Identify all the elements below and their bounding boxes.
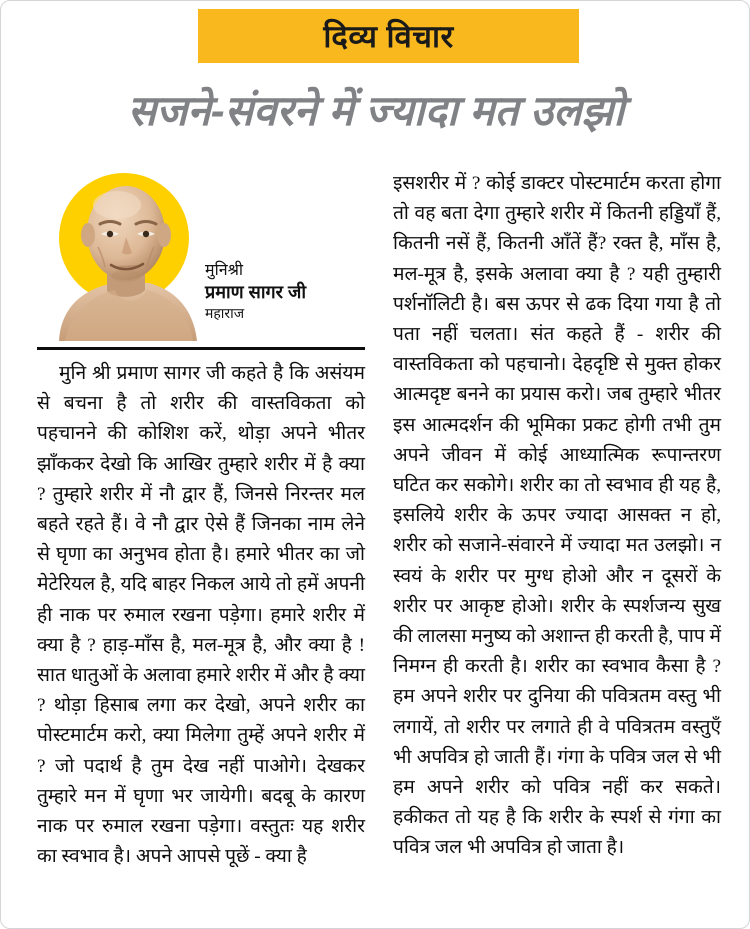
masthead-banner-row	[1, 9, 750, 67]
author-photo-block	[37, 169, 365, 341]
column-right	[393, 169, 721, 919]
masthead-banner	[198, 9, 579, 63]
banner-title: दिव्य विचार	[323, 18, 454, 54]
caption-line-2: प्रमाण सागर जी	[205, 282, 307, 303]
article-body-left	[37, 359, 365, 872]
author-portrait	[53, 177, 201, 341]
article-paragraph-right: इसशरीर में ? कोई डाक्टर पोस्टमार्टम करता होगा तो वह बता देगा तुम्हारे शरीर में कितनी हड्डियाँ हैं, कितनी नसें हैं, कितनी आँतें हैं? रक्त है, माँस है, मल-मूत्र है, इसके अलावा क्या है ? यही तुम्हारी पर्शनॉलिटी है। बस ऊपर से ढक दिया गया है तो पता नहीं चलता। संत कहते हैं - शरीर की वास्तविकता को पहचानो। देहदृष्टि से मुक्त होकर आत्मदृष्ट बनने का प्रयास करो। जब तुम्हारे भीतर इस आत्मदर्शन की भूमिका प्रकट होगी तभी तुम अपने जीवन में कोई आध्यात्मिक रूपान्तरण घटित कर सकोगे। शरीर का तो स्वभाव ही यह है, इसलिये शरीर के ऊपर ज्यादा आसक्त न हो, शरीर को सजाने-संवारने में ज्यादा मत उलझो। न स्वयं के शरीर पर मुग्ध होओ और न दूसरों के शरीर पर आकृष्ट होओ। शरीर के स्पर्शजन्य सुख की लालसा मनुष्य को अशान्त ही करती है, पाप में निमग्न ही करती है। शरीर का स्वभाव कैसा है ? हम अपने शरीर पर दुनिया की पवित्रतम वस्तु भी लगायें, तो शरीर पर लगाते ही वे पवित्रतम वस्तुएँ भी अपवित्र हो जाती हैं। गंगा के पवित्र जल से भी हम अपने शरीर को पवित्र नहीं कर सकते। हकीकत तो यह है कि शरीर के स्पर्श से गंगा का पवित्र जल भी अपवित्र हो जाता है।	[393, 173, 721, 859]
caption-line-1: मुनिश्री	[205, 262, 244, 279]
caption-line-3: महाराज	[205, 304, 245, 321]
article-columns	[37, 169, 721, 919]
caption-divider	[37, 347, 365, 350]
article-paragraph-left: मुनि श्री प्रमाण सागर जी कहते है कि असंयम से बचना है तो शरीर की वास्तविकता को पहचानने की कोशिश करें, थोड़ा अपने भीतर झाँककर देखो कि आखिर तुम्हारे शरीर में है क्या ? तुम्हारे शरीर में नौ द्वार हैं, जिनसे निरन्तर मल बहते रहते हैं। वे नौ द्वार ऐसे हैं जिनका नाम लेने से घृणा का अनुभव होता है। हमारे भीतर का जो मेटेरियल है, यदि बाहर निकल आये तो हमें अपनी ही नाक पर रुमाल रखना पड़ेगा। हमारे शरीर में क्या है ? हाड़-माँस है, मल-मूत्र है, और क्या है ! सात धातुओं के अलावा हमारे शरीर में और है क्या ? थोड़ा हिसाब लगा कर देखो, अपने शरीर का पोस्टमार्टम करो, क्या मिलेगा तुम्हें अपने शरीर में ? जो पदार्थ है तुम देख नहीं पाओगे। देखकर तुम्हारे मन में घृणा भर जायेगी। बदबू के कारण नाक पर रुमाल रखना पड़ेगा। वस्तुतः यह शरीर का स्वभाव है। अपने आपसे पूछें - क्या है	[37, 363, 365, 868]
column-left	[37, 169, 365, 919]
author-caption	[205, 261, 363, 322]
article-headline: सजने-संवरने में ज्यादा मत उलझो	[127, 87, 625, 134]
article-body-right	[393, 169, 721, 864]
